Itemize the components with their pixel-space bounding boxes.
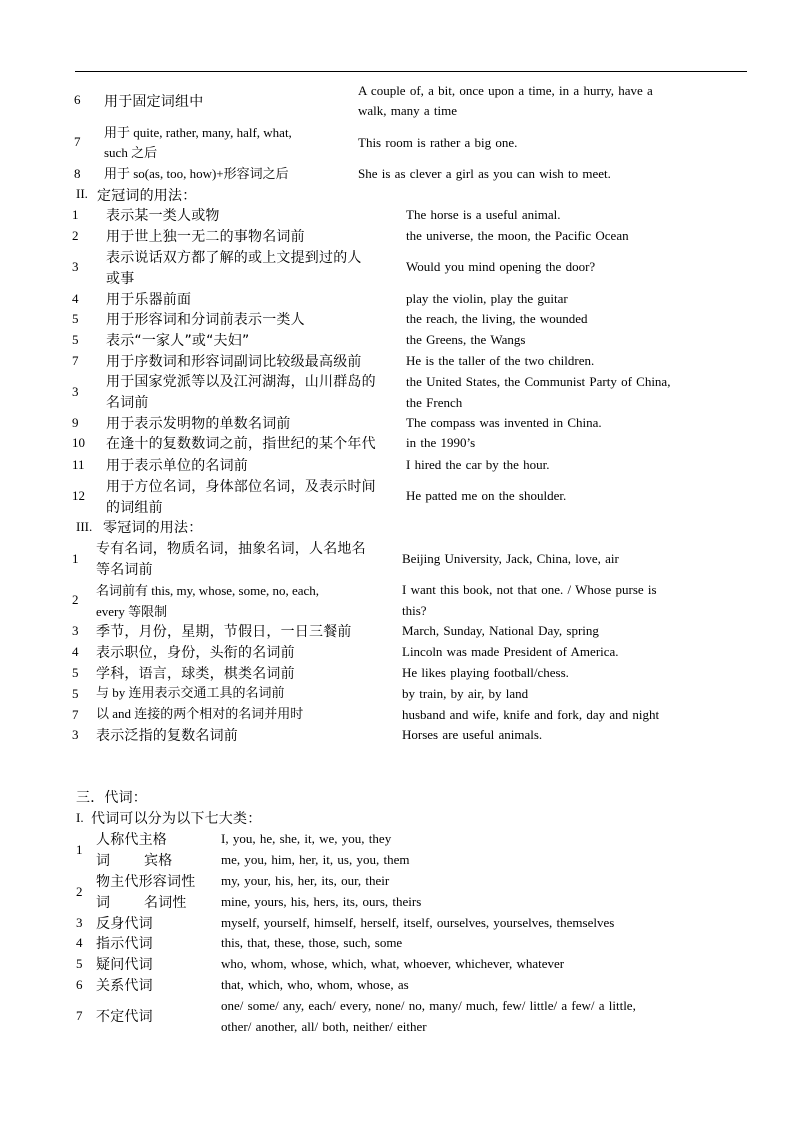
category-text: 宾格 bbox=[144, 853, 173, 869]
category-text: 反身代词 bbox=[96, 916, 153, 932]
row-number: 5 bbox=[72, 311, 79, 326]
usage-text: 与 by 连用表示交通工具的名词前 bbox=[96, 685, 285, 700]
usage-text: 用于表示发明物的单数名词前 bbox=[106, 416, 291, 432]
row-number: 1 bbox=[72, 207, 79, 222]
example-text: He patted me on the shoulder. bbox=[406, 488, 567, 503]
example-text: I hired the car by the hour. bbox=[406, 457, 550, 472]
usage-text: such 之后 bbox=[104, 145, 158, 160]
usage-text: 在逢十的复数数词之前，指世纪的某个年代 bbox=[106, 436, 376, 452]
section-number: III. bbox=[76, 519, 93, 534]
usage-text: every 等限制 bbox=[96, 604, 168, 619]
row-number: 5 bbox=[72, 332, 79, 347]
example-text: The horse is a useful animal. bbox=[406, 207, 561, 222]
row-number: 8 bbox=[74, 166, 81, 181]
row-number: 11 bbox=[72, 457, 85, 472]
row-number: 7 bbox=[72, 707, 79, 722]
usage-text: 的词组前 bbox=[106, 500, 163, 516]
example-text: He likes playing football/chess. bbox=[402, 665, 569, 680]
usage-text: 用于表示单位的名词前 bbox=[106, 458, 248, 474]
category-text: 指示代词 bbox=[96, 936, 153, 952]
example-text: the Greens, the Wangs bbox=[406, 332, 526, 347]
example-text: my, your, his, her, its, our, their bbox=[221, 873, 390, 888]
usage-text: 用于乐器前面 bbox=[106, 292, 192, 308]
usage-text: 用于 so(as, too, how)+形容词之后 bbox=[104, 166, 289, 181]
category-text: 词 bbox=[96, 895, 111, 911]
example-text: by train, by air, by land bbox=[402, 686, 529, 701]
section-heading: 代词可以分为以下七大类： bbox=[91, 811, 262, 827]
row-number: 4 bbox=[72, 291, 79, 306]
usage-text: 用于 quite, rather, many, half, what, bbox=[104, 125, 292, 140]
row-number: 3 bbox=[72, 623, 79, 638]
row-number: 9 bbox=[72, 415, 79, 430]
header-rule bbox=[75, 71, 747, 72]
example-text: He is the taller of the two children. bbox=[406, 353, 595, 368]
example-text: myself, yourself, himself, herself, itself, ourselves, yourselves, themselves bbox=[221, 915, 615, 930]
example-text: I, you, he, she, it, we, you, they bbox=[221, 831, 392, 846]
row-number: 12 bbox=[72, 488, 85, 503]
example-text: March, Sunday, National Day, spring bbox=[402, 623, 599, 638]
example-text: who, whom, whose, which, what, whoever, whichever, whatever bbox=[221, 956, 565, 971]
row-number: 2 bbox=[76, 884, 83, 899]
example-text: Beijing University, Jack, China, love, air bbox=[402, 551, 619, 566]
example-text: the French bbox=[406, 395, 463, 410]
row-number: 4 bbox=[76, 935, 83, 950]
example-text: this? bbox=[402, 603, 427, 618]
example-text: mine, yours, his, hers, its, ours, theirs bbox=[221, 894, 422, 909]
row-number: 7 bbox=[76, 1008, 83, 1023]
example-text: the universe, the moon, the Pacific Ocean bbox=[406, 228, 629, 243]
category-text: 人称代主格 bbox=[96, 832, 167, 848]
example-text: play the violin, play the guitar bbox=[406, 291, 568, 306]
usage-text: 或事 bbox=[106, 271, 135, 287]
section-number: II. bbox=[76, 186, 88, 201]
example-text: the United States, the Communist Party of China, bbox=[406, 374, 671, 389]
category-text: 名词性 bbox=[144, 895, 187, 911]
example-text: A couple of, a bit, once upon a time, in a hurry, have a bbox=[358, 83, 653, 98]
row-number: 5 bbox=[76, 956, 83, 971]
usage-text: 学科，语言，球类，棋类名词前 bbox=[96, 666, 295, 682]
row-number: 3 bbox=[72, 727, 79, 742]
example-text: the reach, the living, the wounded bbox=[406, 311, 588, 326]
usage-text: 表示说话双方都了解的或上文提到过的人 bbox=[106, 250, 362, 266]
row-number: 3 bbox=[76, 915, 83, 930]
example-text: I want this book, not that one. / Whose purse is bbox=[402, 582, 657, 597]
row-number: 1 bbox=[76, 842, 83, 857]
example-text: other/ another, all/ both, neither/ either bbox=[221, 1019, 427, 1034]
usage-text: 季节，月份，星期，节假日，一日三餐前 bbox=[96, 624, 352, 640]
row-number: 5 bbox=[72, 665, 79, 680]
example-text: husband and wife, knife and fork, day and night bbox=[402, 707, 660, 722]
usage-text: 专有名词，物质名词，抽象名词，人名地名 bbox=[96, 541, 366, 557]
example-text: walk, many a time bbox=[358, 103, 458, 118]
row-number: 2 bbox=[72, 592, 79, 607]
row-number: 7 bbox=[72, 353, 79, 368]
usage-text: 以 and 连接的两个相对的名词并用时 bbox=[96, 706, 304, 721]
usage-text: 用于国家党派等以及江河湖海，山川群岛的 bbox=[106, 374, 376, 390]
usage-text: 用于序数词和形容词副词比较级最高级前 bbox=[106, 354, 362, 370]
category-text: 不定代词 bbox=[96, 1009, 153, 1025]
usage-text: 用于方位名词，身体部位名词，及表示时间 bbox=[106, 479, 376, 495]
example-text: that, which, who, whom, whose, as bbox=[221, 977, 409, 992]
category-text: 关系代词 bbox=[96, 978, 153, 994]
row-number: 1 bbox=[72, 551, 79, 566]
section-heading: 定冠词的用法： bbox=[97, 188, 197, 204]
usage-text: 等名词前 bbox=[96, 562, 153, 578]
row-number: 2 bbox=[72, 228, 79, 243]
example-text: This room is rather a big one. bbox=[358, 135, 518, 150]
example-text: me, you, him, her, it, us, you, them bbox=[221, 852, 410, 867]
usage-text: 名词前有 this, my, whose, some, no, each, bbox=[96, 583, 320, 598]
example-text: this, that, these, those, such, some bbox=[221, 935, 403, 950]
row-number: 6 bbox=[74, 92, 81, 107]
example-text: She is as clever a girl as you can wish to meet. bbox=[358, 166, 611, 181]
row-number: 7 bbox=[74, 134, 81, 149]
row-number: 10 bbox=[72, 435, 85, 450]
usage-text: 表示泛指的复数名词前 bbox=[96, 728, 238, 744]
usage-text: 表示职位，身份，头衔的名词前 bbox=[96, 645, 295, 661]
chapter-heading: 三．代词： bbox=[76, 790, 147, 806]
row-number: 5 bbox=[72, 686, 79, 701]
category-text: 物主代形容词性 bbox=[96, 874, 196, 890]
usage-text: 表示某一类人或物 bbox=[106, 208, 220, 224]
section-number: I. bbox=[76, 810, 84, 825]
row-number: 3 bbox=[72, 384, 79, 399]
section-heading: 零冠词的用法： bbox=[103, 520, 203, 536]
row-number: 3 bbox=[72, 259, 79, 274]
usage-text: 表示“一家人”或“夫妇” bbox=[106, 333, 250, 349]
example-text: one/ some/ any, each/ every, none/ no, many/ much, few/ little/ a few/ a little, bbox=[221, 998, 636, 1013]
usage-text: 名词前 bbox=[106, 395, 149, 411]
row-number: 4 bbox=[72, 644, 79, 659]
example-text: The compass was invented in China. bbox=[406, 415, 602, 430]
example-text: Horses are useful animals. bbox=[402, 727, 543, 742]
usage-text: 用于固定词组中 bbox=[104, 94, 204, 110]
example-text: in the 1990’s bbox=[406, 435, 476, 450]
example-text: Would you mind opening the door? bbox=[406, 259, 596, 274]
usage-text: 用于形容词和分词前表示一类人 bbox=[106, 312, 305, 328]
example-text: Lincoln was made President of America. bbox=[402, 644, 619, 659]
row-number: 6 bbox=[76, 977, 83, 992]
usage-text: 用于世上独一无二的事物名词前 bbox=[106, 229, 305, 245]
category-text: 词 bbox=[96, 853, 111, 869]
category-text: 疑问代词 bbox=[96, 957, 153, 973]
